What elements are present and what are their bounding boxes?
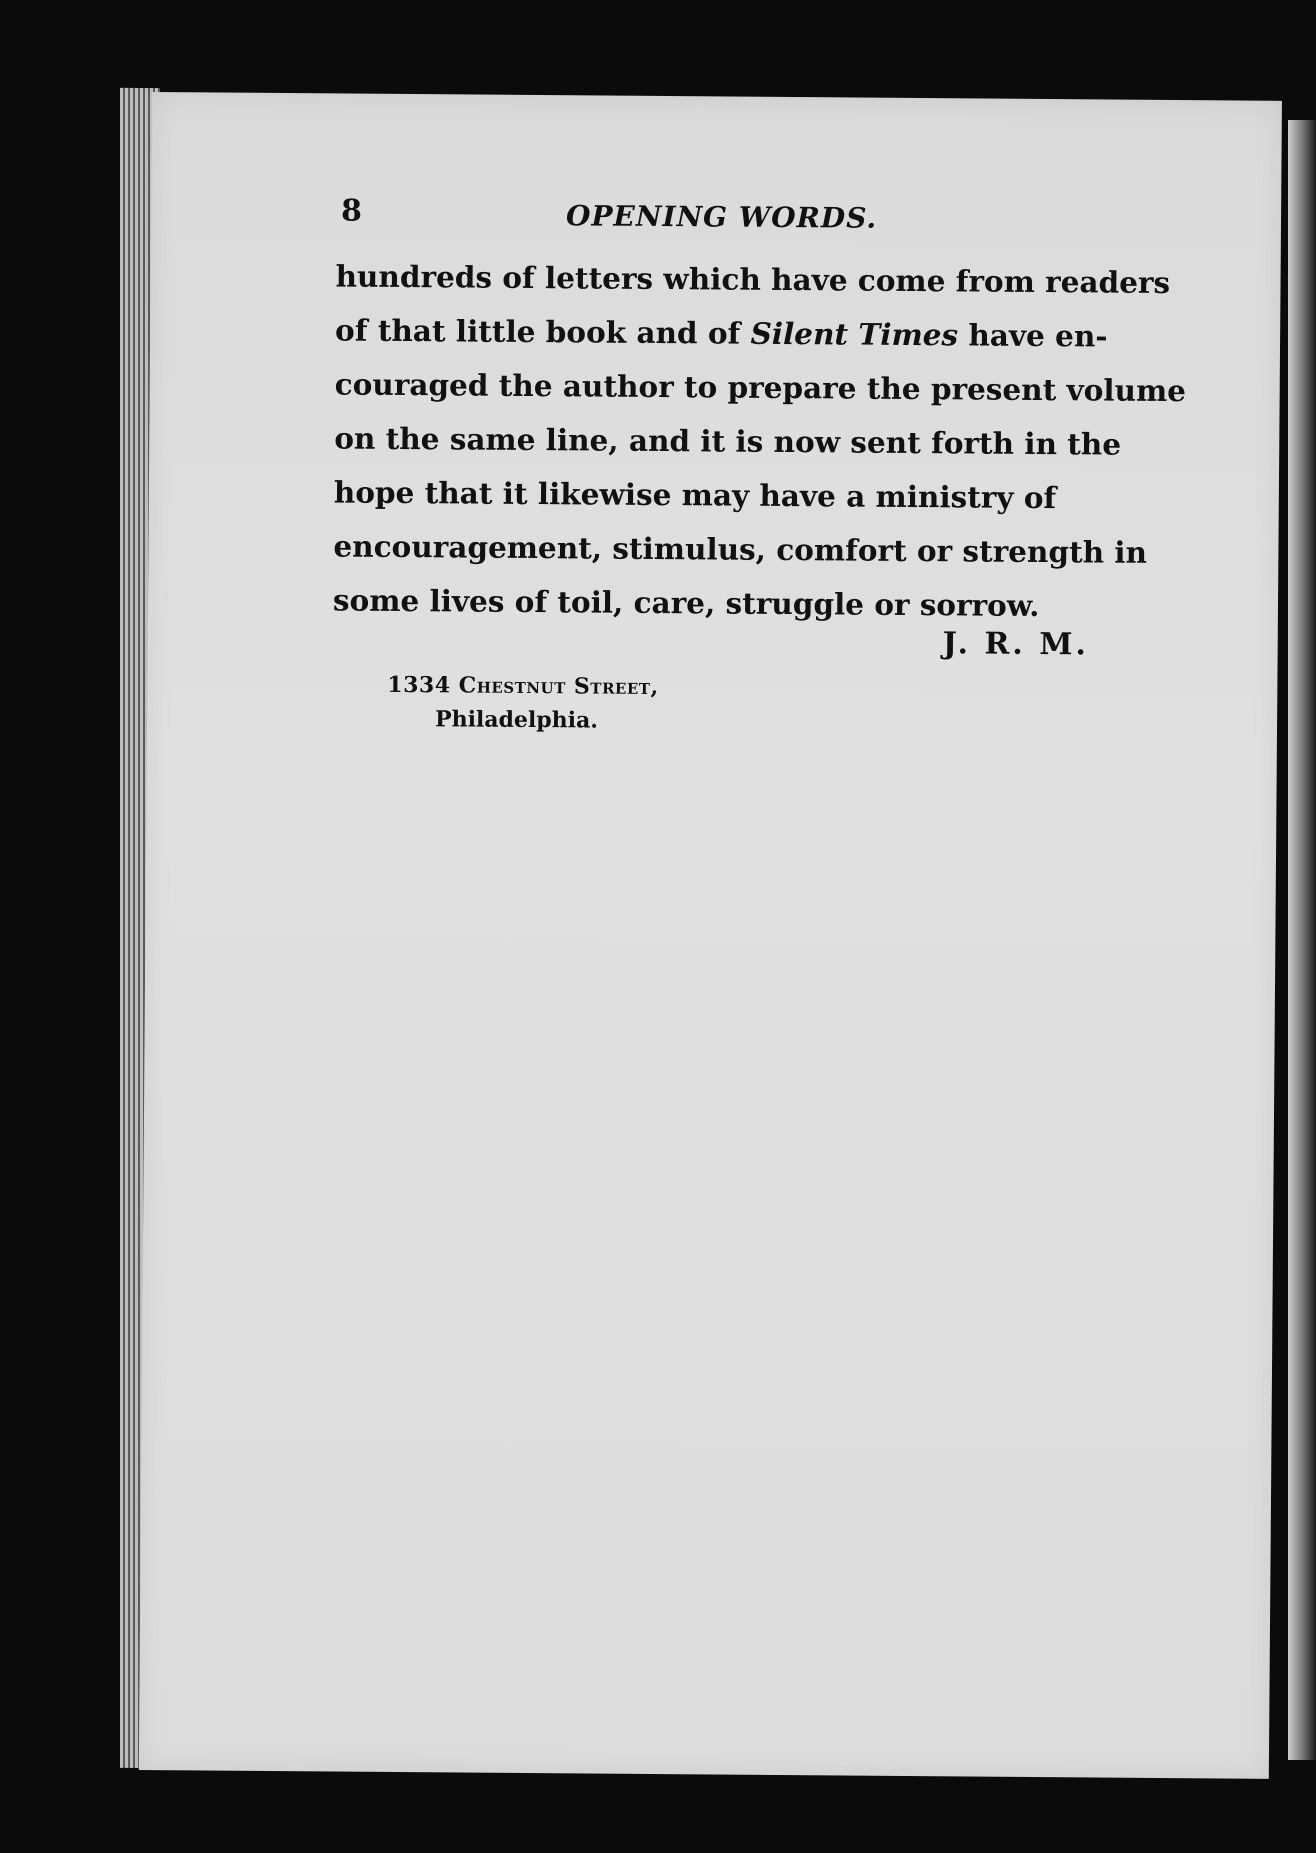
running-head: OPENING WORDS. [565,199,878,235]
page-header [341,193,1081,239]
address-street: 1334 Chestnut Street, [387,671,659,700]
author-initials: J. R. M. [942,626,1090,663]
body-line: some lives of toil, care, struggle or sorrow. [332,582,1040,623]
address-city: Philadelphia. [434,706,599,734]
body-line: hope that it likewise may have a ministry of [333,474,1057,516]
book-right-edge [1288,120,1316,1760]
book-page [139,92,1282,1779]
body-paragraph [332,249,1187,632]
book-title-italic: Silent Times [750,315,959,353]
body-line-with-italic: of that little book and of Silent Times have en- [334,312,1108,354]
address-block [387,672,659,734]
body-line: hundreds of letters which have come from readers [335,258,1171,301]
body-line: couraged the author to prepare the present volume [334,366,1187,409]
body-line: on the same line, and it is now sent forth in the [334,420,1122,462]
body-line: encouragement, stimulus, comfort or strength in [333,528,1148,570]
page-number: 8 [340,193,363,229]
